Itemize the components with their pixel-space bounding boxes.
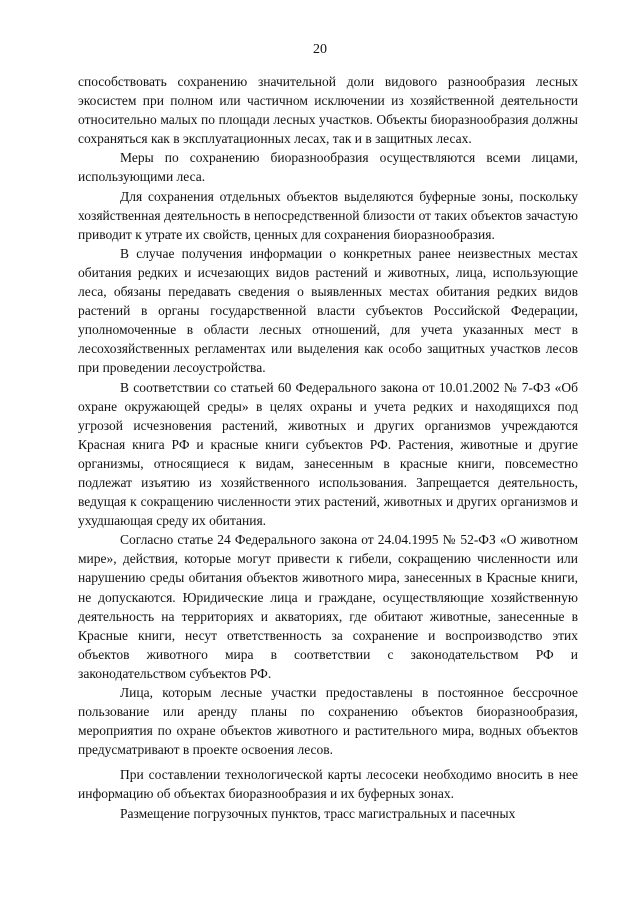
body-text xyxy=(78,72,578,823)
page-number: 20 xyxy=(313,42,327,57)
paragraph-environmental-protection-law: В соответствии со статьей 60 Федерального закона от 10.01.2002 № 7-ФЗ «Об охране окружающей среды» в целях охраны и учета редких и находящихся под угрозой исчезновения растений, животных и других организмов учреждаются Красная книга РФ и красные книги субъектов РФ. Растения, животные и другие организмы, относящиеся к видам, занесенным в красные книги, повсеместно подлежат изъятию из хозяйственного использования. Запрещается деятельность, ведущая к сокращению численности этих растений, животных и других организмов и ухудшающая среду их обитания. xyxy=(78,379,578,529)
paragraph-rare-species-habitats: В случае получения информации о конкретных ранее неизвестных местах обитания редких и исчезающих видов растений и животных, лица, использующие леса, обязаны передавать сведения о выявленных местах обитания редких видов растений в органы государственной власти субъектов Российской Федерации, уполномоченные в области лесных отношений, для учета указанных мест в лесохозяйственных регламентах или выделения как особо защитных участков лесов при проведении лесоустройства. xyxy=(78,245,578,376)
paragraph-buffer-zones: Для сохранения отдельных объектов выделяются буферные зоны, поскольку хозяйственная деятельность в непосредственной близости от таких объектов зачастую приводит к утрате их свойств, ценных для сохранения биоразнообразия. xyxy=(78,188,578,242)
paragraph-loading-points: Размещение погрузочных пунктов, трасс магистральных и пасечных xyxy=(120,805,516,821)
paragraph-forest-users-plans: Лица, которым лесные участки предоставлены в постоянное бессрочное пользование или аренду планы по сохранению объектов биоразнообразия, мероприятия по охране объектов животного и растительного мира, водных объектов предусматривают в проекте освоения лесов. xyxy=(78,685,578,758)
paragraph-conservation-measures: Меры по сохранению биоразнообразия осуществляются всеми лицами, использующими леса. xyxy=(78,150,578,185)
paragraph-biodiversity-conservation: способствовать сохранению значительной доли видового разнообразия лесных экосистем при полном или частичном исключении из хозяйственной деятельности относительно малых по площади лесных участков. Объекты биоразнообразия должны сохраняться как в эксплуатационных лесах, так и в защитных лесах. xyxy=(78,74,578,147)
paragraph-technological-map: При составлении технологической карты лесосеки необходимо вносить в нее информацию об объектах биоразнообразия и их буферных зонах. xyxy=(78,767,578,802)
paragraph-wildlife-law: Согласно статье 24 Федерального закона от 24.04.1995 № 52-ФЗ «О животном мире», действия, которые могут привести к гибели, сокращению численности или нарушению среды обитания объектов животного мира, занесенных в Красные книги, не допускаются. Юридические лица и граждане, осуществляющие хозяйственную деятельность на территориях и акваториях, где обитают животные, занесенные в Красные книги, несут ответственность за сохранение и воспроизводство этих объектов животного мира в соответствии с законодательством РФ и законодательством субъектов РФ. xyxy=(78,532,578,681)
